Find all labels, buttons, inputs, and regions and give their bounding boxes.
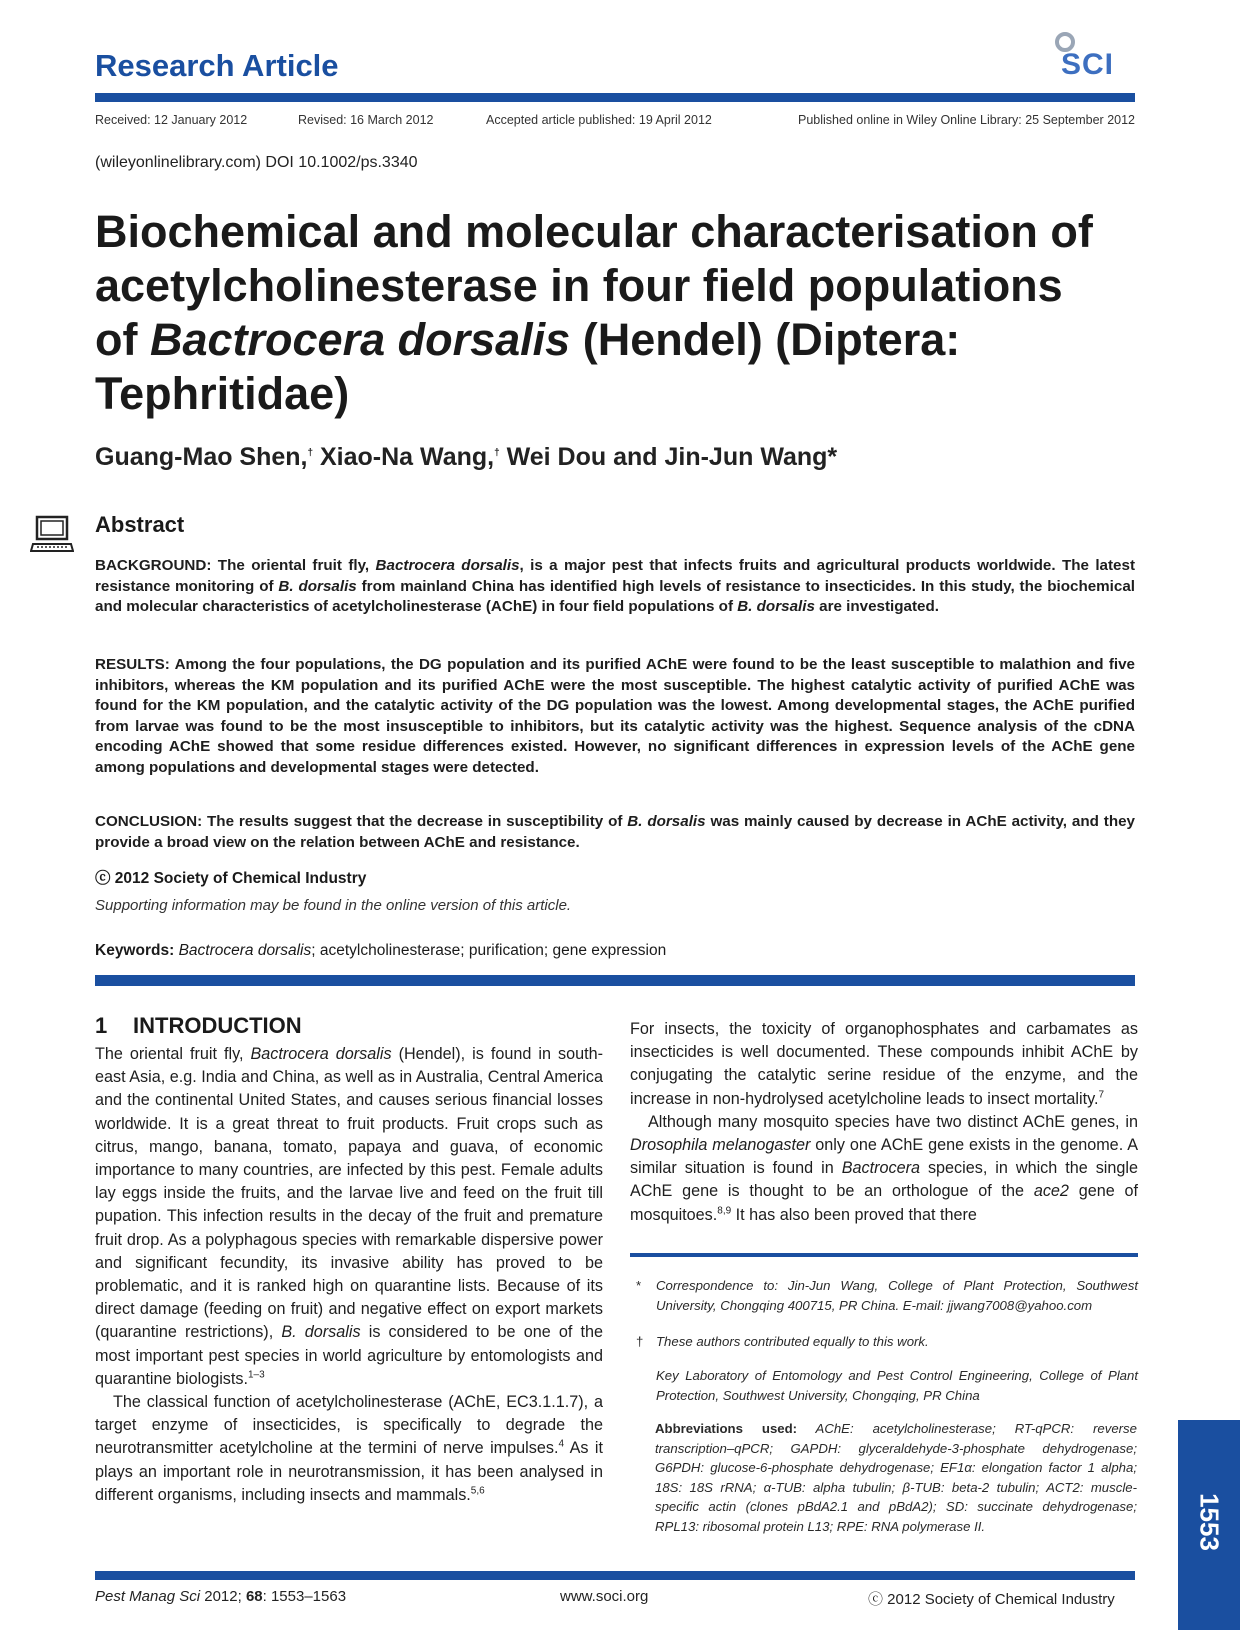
intro-right-column [630,1018,1138,1227]
logo-text: SCI [1061,48,1115,81]
header-rule [95,93,1135,102]
revised-date: Revised: 16 March 2012 [298,113,434,127]
footer-rule [95,1571,1135,1580]
intro-heading: 1 INTRODUCTION [95,1013,302,1038]
abstract-rule [95,975,1135,986]
intro-paragraph-4: Although many mosquito species have two distinct AChE genes, in Drosophila melanogaster only one AChE gene exists in the genome. A similar situation is found in Bactrocera species, in which the single AChE gene is thought to be an orthologue of the ace2 gene of mosquitoes.$^{8,9}$ It has also been proved that there [630,1112,1138,1224]
supporting-info-note: Supporting information may be found in the online version of this article. [95,897,572,914]
page-number-tab [1178,1420,1240,1630]
published-date: Published online in Wiley Online Library: 25 September 2012 [798,113,1135,127]
intro-paragraph-2: The classical function of acetylcholinesterase (AChE, EC3.1.1.7), a target enzyme of insecticides, is specifically to degrade the neurotransmitter acetylcholine at the termini of nerve impulses.$^4$ As it plays an important role in neurotransmission, it has been analysed in different organisms, including insects and mammals.$^{5,6}$ [95,1393,604,1504]
article-title: Biochemical and molecular characterisation of acetylcholinesterase in four field populations of Bactrocera dorsalis (Hendel) (Diptera: Tephritidae) [95,206,1093,419]
abstract-conclusion: CONCLUSION: The results suggest that the decrease in susceptibility of B. dorsalis was mainly caused by decrease in AChE activity, and they provide a broad view on the relation between AChE and resistance. [95,813,1135,851]
page-number: 1553 [1194,1493,1225,1551]
author-list: Guang-Mao Shen,† Xiao-Na Wang,† Wei Dou and Jin-Jun Wang* [95,443,838,471]
abbreviations-note: Abbreviations used: AChE: acetylcholinesterase; RT-qPCR: reverse transcription–qPCR; GAPDH: glyceraldehyde-3-phosphate dehydrogenase; G6PDH: glucose-6-phosphate dehydrogenase; EF1α: elongation factor 1 alpha; 18S: 18S rRNA; α-TUB: alpha tubulin; β-TUB: beta-2 tubulin; ACT2: muscle-specific actin (clones pBdA2.1 and pBdA2); SD: succinate dehydrogenase; RPL13: ribosomal protein L13; RPE: RNA polymerase II. [655,1421,1137,1534]
intro-paragraph-3: For insects, the toxicity of organophosphates and carbamates as insecticides is well documented. These compounds inhibit AChE by conjugating the catalytic serine residue of the enzyme, and the increase in non-hydrolysed acetylcholine leads to insect mortality.$^7$ [630,1020,1138,1108]
footnote-rule [630,1253,1138,1257]
abstract-heading: Abstract [95,512,185,537]
received-date: Received: 12 January 2012 [95,113,248,127]
intro-paragraph-1: The oriental fruit fly, Bactrocera dorsalis (Hendel), is found in south-east Asia, e.g. India and China, as well as in Australia, Central America and the continental United States, and causes serious financial losses worldwide. It is a great threat to fruit products. Fruit crops such as citrus, mango, banana, tomato, papaya and guava, of economic importance to many countries, are infected by this pest. Female adults lay eggs inside the fruits, and the larvae live and feed on the fruit till pupation. This infection results in the decay of the fruit and premature fruit drop. As a polyphagous species with remarkable dispersive power and significant fecundity, its invasive ability has proved to be problematic, and it is ranked high on quarantine lists. Because of its direct damage (feeding on fruit) and negative effect on export markets (quarantine restrictions), B. dorsalis is considered to be one of the most important pest species in world agriculture by entomologists and quarantine biologists.$^{1-3}$ [95,1045,603,1388]
society-website-link[interactable]: www.soci.org [560,1588,649,1605]
journal-citation: Pest Manag Sci 2012; 68: 1553–1563 [95,1588,347,1605]
abstract-copyright: ⓒ 2012 Society of Chemical Industry [95,870,367,887]
correspondence-note: * Correspondence to: Jin-Jun Wang, College of Plant Protection, Southwest University, Chongqing 400715, PR China. E-mail: jjwang7008@yahoo.com [636,1278,1138,1313]
abstract-results: RESULTS: Among the four populations, the DG population and its purified AChE were found to be the least susceptible to malathion and five inhibitors, whereas the KM population and its purified AChE were the most susceptible. The highest catalytic activity of purified AChE was found for the KM population, and the catalytic activity of the DG population was the lowest. Among developmental stages, the AChE purified from larvae was found to be the most insusceptible to inhibitors, but its catalytic activity was the highest. Sequence analysis of the cDNA encoding AChE showed that some residue differences existed. However, no significant differences in expression levels of the AChE gene among populations and developmental stages were detected. [95,656,1135,776]
sci-logo [1055,30,1135,85]
intro-left-column [95,1043,603,1507]
keywords: Keywords: Bactrocera dorsalis; acetylcholinesterase; purification; gene expression [95,942,667,959]
lab-affiliation-note: Key Laboratory of Entomology and Pest Control Engineering, College of Plant Protection, Southwest University, Chongqing, PR China [656,1368,1138,1403]
section-label: Research Article [95,48,339,83]
equal-contribution-note: † These authors contributed equally to this work. [636,1334,929,1349]
abstract-background: BACKGROUND: The oriental fruit fly, Bactrocera dorsalis, is a major pest that infects fruits and agricultural products worldwide. The latest resistance monitoring of B. dorsalis from mainland China has identified high levels of resistance to insecticides. In this study, the biochemical and molecular characteristics of acetylcholinesterase (AChE) in four field populations of B. dorsalis are investigated. [95,557,1136,616]
computer-icon [30,515,74,555]
doi-link[interactable]: (wileyonlinelibrary.com) DOI 10.1002/ps.3340 [95,154,418,171]
accepted-date: Accepted article published: 19 April 2012 [486,113,712,127]
footer-copyright: ⓒ 2012 Society of Chemical Industry [868,1591,1115,1608]
